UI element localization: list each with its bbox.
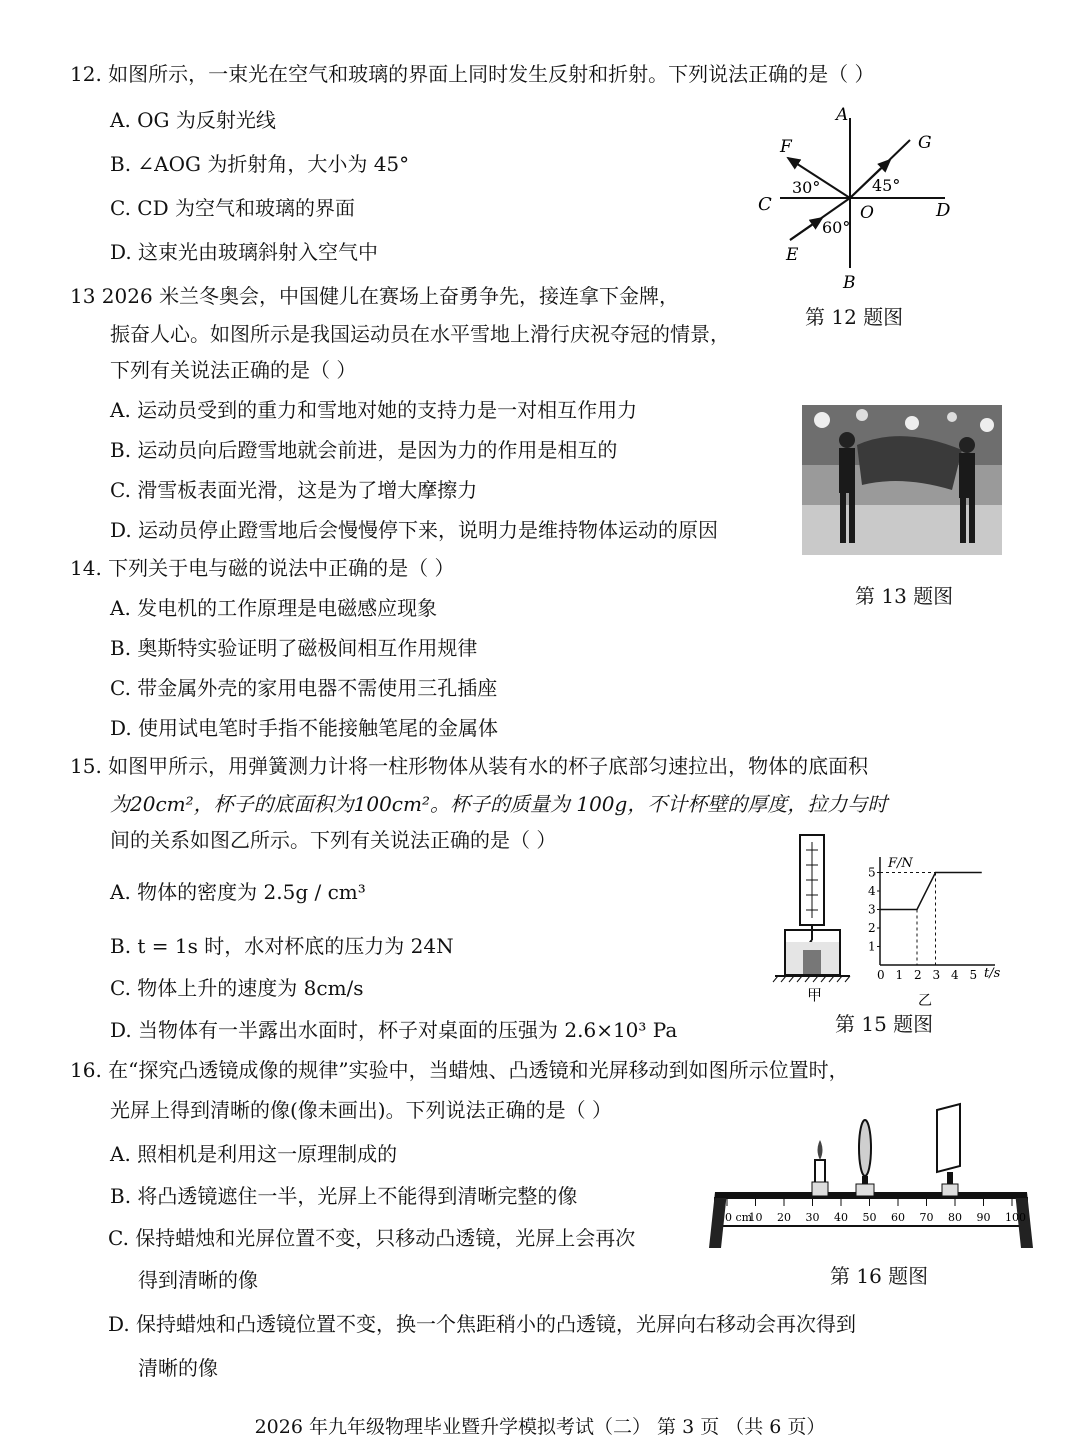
q13-stem-1: 13 2026 米兰冬奥会，中国健儿在赛场上奋勇争先，接连拿下金牌， xyxy=(70,284,680,308)
q16-option-b: B. 将凸透镜遮住一半，光屏上不能得到清晰完整的像 xyxy=(110,1184,578,1208)
label-a: A xyxy=(836,105,849,125)
q13-stem-3: 下列有关说法正确的是（ ） xyxy=(110,358,357,382)
ruler-tick-label: 50 xyxy=(862,1211,877,1224)
y-tick-label: 4 xyxy=(868,884,876,898)
q13-stem-2: 振奋人心。如图所示是我国运动员在水平雪地上滑行庆祝夺冠的情景， xyxy=(110,322,730,346)
q13-option-b: B. 运动员向后蹬雪地就会前进，是因为力的作用是相互的 xyxy=(110,438,618,462)
force-line xyxy=(880,873,982,910)
q13-option-c: C. 滑雪板表面光滑，这是为了增大摩擦力 xyxy=(110,478,478,502)
graph-axes xyxy=(868,857,995,982)
label-yi: 乙 xyxy=(918,993,932,1009)
x-tick-label: 0 xyxy=(877,968,885,982)
label-b: B xyxy=(843,273,856,293)
ray-eo-arrow xyxy=(790,218,822,240)
x-tick-label: 5 xyxy=(969,968,978,982)
q12-option-a: A. OG 为反射光线 xyxy=(110,108,276,132)
q13-caption: 第 13 题图 xyxy=(855,584,954,608)
angle-45: 45° xyxy=(872,176,901,195)
y-tick-label: 3 xyxy=(868,902,876,917)
label-d: D xyxy=(936,200,951,221)
q15-stem-3: 间的关系如图乙所示。下列有关说法正确的是（ ） xyxy=(110,828,557,852)
ruler-tick-label: 100 xyxy=(1005,1211,1026,1224)
angle-30: 30° xyxy=(792,178,821,197)
q14-stem: 14. 下列关于电与磁的说法中正确的是（ ） xyxy=(70,556,455,580)
label-g: G xyxy=(918,133,932,153)
q15-option-d: D. 当物体有一半露出水面时，杯子对桌面的压强为 2.6×10³ Pa xyxy=(110,1018,678,1042)
q12-caption: 第 12 题图 xyxy=(805,305,904,329)
ruler-tick-label: 90 xyxy=(976,1211,991,1224)
label-c: C xyxy=(758,194,772,215)
q12-option-d: D. 这束光由玻璃斜射入空气中 xyxy=(110,240,379,264)
y-tick-label: 1 xyxy=(868,939,876,954)
x-tick-label: 3 xyxy=(932,968,941,982)
q15-option-b: B. t = 1s 时，水对杯底的压力为 24N xyxy=(110,934,454,958)
convex-lens xyxy=(856,1120,874,1196)
q15-stem-1: 15. 如图甲所示，用弹簧测力计将一柱形物体从装有水的杯子底部匀速拉出，物体的底面积 xyxy=(70,754,869,778)
q15-option-a: A. 物体的密度为 2.5g / cm³ xyxy=(110,880,366,904)
ruler-tick-label: 20 xyxy=(777,1211,791,1224)
y-tick-label: 5 xyxy=(868,865,876,880)
candle xyxy=(812,1140,828,1196)
q15-caption: 第 15 题图 xyxy=(835,1012,934,1036)
q15-option-c: C. 物体上升的速度为 8cm/s xyxy=(110,976,364,1000)
ruler-tick-label: 30 xyxy=(805,1211,820,1224)
angle-60: 60° xyxy=(822,218,851,237)
graph-xlabel: t/s xyxy=(984,966,1001,981)
x-tick-label: 2 xyxy=(914,968,922,982)
q14-option-a: A. 发电机的工作原理是电磁感应现象 xyxy=(110,596,438,620)
q16-optical-bench xyxy=(705,1100,1035,1255)
q15-force-time-graph xyxy=(860,845,1010,1010)
q14-option-c: C. 带金属外壳的家用电器不需使用三孔插座 xyxy=(110,676,498,700)
ruler-tick-label: 70 xyxy=(919,1211,934,1224)
q12-stem: 12. 如图所示，一束光在空气和玻璃的界面上同时发生反射和折射。下列说法正确的是（ ） xyxy=(70,62,875,86)
page-footer: 2026 年九年级物理毕业暨升学模拟考试（二） 第 3 页 （共 6 页） xyxy=(254,1416,826,1438)
q16-caption: 第 16 题图 xyxy=(830,1264,929,1288)
label-f: F xyxy=(780,137,792,157)
q13-option-a: A. 运动员受到的重力和雪地对她的支持力是一对相互作用力 xyxy=(110,398,638,422)
q16-stem-1: 16. 在“探究凸透镜成像的规律”实验中，当蜡烛、凸透镜和光屏移动到如图所示位置时， xyxy=(70,1058,849,1082)
ruler-tick-label: 0 cm xyxy=(725,1211,753,1224)
q14-option-b: B. 奥斯特实验证明了磁极间相互作用规律 xyxy=(110,636,478,660)
light-screen xyxy=(937,1104,960,1196)
ruler-tick-label: 60 xyxy=(891,1211,905,1224)
cylinder-object xyxy=(803,950,821,974)
graph-data-line xyxy=(880,873,982,966)
q14-option-d: D. 使用试电笔时手指不能接触笔尾的金属体 xyxy=(110,716,499,740)
q12-light-diagram xyxy=(750,100,970,300)
q16-option-c-2: 得到清晰的像 xyxy=(138,1268,258,1292)
q12-option-c: C. CD 为空气和玻璃的界面 xyxy=(110,196,355,220)
q15-spring-scale-figure xyxy=(770,830,870,1010)
q15-stem-2: 为20cm²，杯子的底面积为100cm²。杯子的质量为 100g，不计杯壁的厚度，拉力与时 xyxy=(110,792,888,816)
q16-option-c-1: C. 保持蜡烛和光屏位置不变，只移动凸透镜，光屏上会再次 xyxy=(108,1226,636,1250)
x-tick-label: 4 xyxy=(951,968,959,982)
label-jia: 甲 xyxy=(807,986,823,1004)
ruler-tick-label: 10 xyxy=(748,1211,763,1224)
ruler-tick-label: 40 xyxy=(834,1211,848,1224)
q12-option-b: B. ∠AOG 为折射角，大小为 45° xyxy=(110,152,410,176)
q13-option-d: D. 运动员停止蹬雪地后会慢慢停下来，说明力是维持物体运动的原因 xyxy=(110,518,719,542)
q16-option-d-1: D. 保持蜡烛和凸透镜位置不变，换一个焦距稍小的凸透镜，光屏向右移动会再次得到 xyxy=(108,1312,857,1336)
label-e: E xyxy=(786,245,799,265)
q16-option-a: A. 照相机是利用这一原理制成的 xyxy=(110,1142,398,1166)
q16-stem-2: 光屏上得到清晰的像(像未画出)。下列说法正确的是（ ） xyxy=(110,1098,612,1122)
x-tick-label: 1 xyxy=(895,968,904,982)
q16-option-d-2: 清晰的像 xyxy=(138,1356,218,1380)
q13-skater-photo xyxy=(802,405,1002,555)
y-tick-label: 2 xyxy=(868,921,876,935)
graph-ylabel: F/N xyxy=(888,856,913,871)
ruler-tick-label: 80 xyxy=(948,1211,962,1224)
label-o: O xyxy=(860,203,874,223)
